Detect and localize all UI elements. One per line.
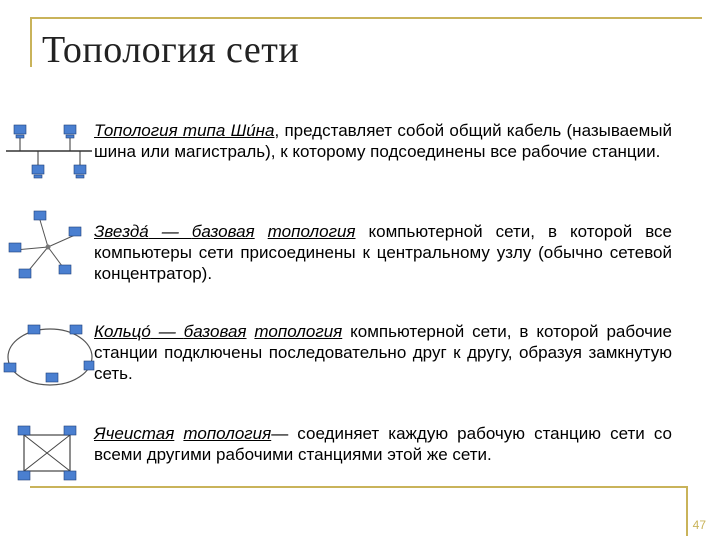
frame-left-line <box>30 17 32 67</box>
mesh-term: Ячеистая <box>94 424 175 443</box>
mesh-description <box>94 423 672 465</box>
bus-topology-diagram <box>0 115 95 205</box>
bus-text: , представляет собой общий кабель (называемый шина или магистраль), к которому подсоединены все рабочие станции. <box>94 121 672 161</box>
ring-term: Кольцо́ <box>94 322 151 341</box>
slide-title: Топология сети <box>42 29 300 71</box>
computer-icon <box>4 325 94 382</box>
star-description <box>94 221 672 284</box>
star-term-base: базовая <box>191 222 255 241</box>
ring-term-topology: топология <box>254 322 343 341</box>
ring-dash: — <box>150 322 184 341</box>
ring-description <box>94 321 672 384</box>
star-dash: — <box>148 222 192 241</box>
mesh-topology-diagram <box>0 415 95 505</box>
bus-term: Топология типа Ши́на <box>94 121 275 140</box>
ring-term-base: базовая <box>183 322 247 341</box>
computer-icon <box>9 211 81 278</box>
ring-topology-diagram <box>0 315 95 405</box>
star-text: компьютерной сети, в которой все компьютеры сети присоединены к центральному узлу (обычно сетевой концентратор). <box>94 222 672 283</box>
frame-bottom-line <box>30 486 688 488</box>
ring-text: компьютерной сети, в которой рабочие станции подключены последовательно друг к другу, образуя замкнутую сеть. <box>94 322 672 383</box>
mesh-text: — соединяет каждую рабочую станцию сети со всеми другими рабочими станциями этой же сети. <box>94 424 672 464</box>
star-term: Звезда́ <box>94 222 149 241</box>
frame-right-line <box>686 486 688 536</box>
frame-top-line <box>30 17 702 19</box>
bus-description <box>94 120 672 162</box>
star-term-topology: топология <box>267 222 356 241</box>
page-number: 47 <box>692 518 706 532</box>
mesh-term-topology: топология <box>183 424 272 443</box>
star-topology-diagram <box>0 205 95 295</box>
